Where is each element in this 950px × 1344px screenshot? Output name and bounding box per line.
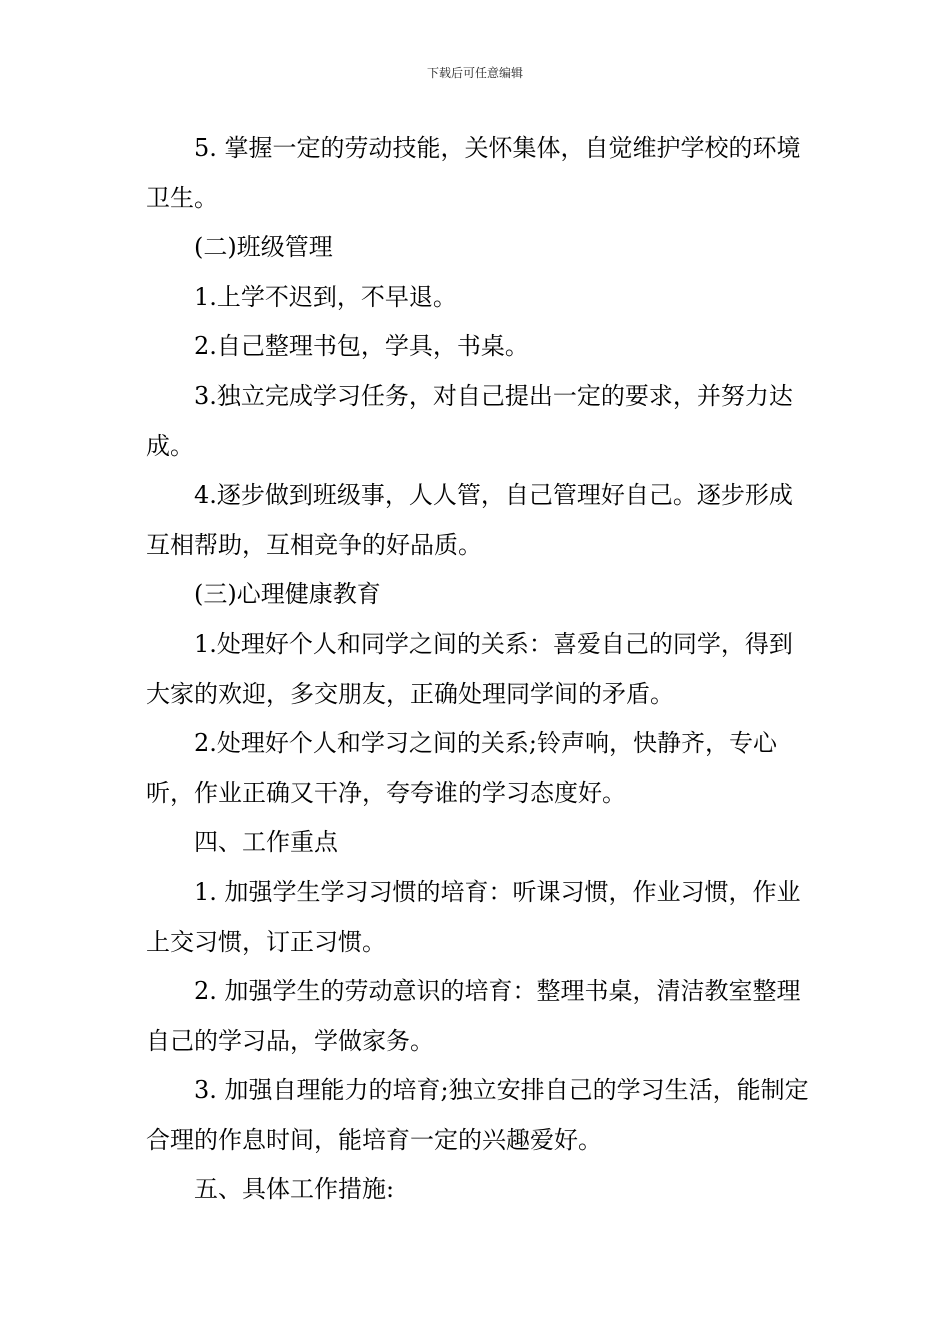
paragraph-labor-skills: 5. 掌握一定的劳动技能，关怀集体，自觉维护学校的环境卫生。 (146, 134, 801, 212)
page-header-note: 下载后可任意编辑 (426, 66, 523, 80)
paragraph-punctuality: 1.上学不迟到，不早退。 (194, 282, 457, 311)
paragraph-classmate-relations: 1.处理好个人和同学之间的关系：喜爱自己的同学，得到大家的欢迎，多交朋友，正确处理同学间的矛盾。 (146, 629, 793, 708)
paragraph-independent-study: 3.独立完成学习任务，对自己提出一定的要求，并努力达成。 (146, 381, 793, 460)
document-body (146, 124, 810, 1215)
paragraph-class-affairs: 4.逐步做到班级事，人人管，自己管理好自己。逐步形成互相帮助，互相竞争的好品质。 (146, 481, 793, 559)
paragraph-organize-bag: 2.自己整理书包，学具，书桌。 (194, 332, 529, 361)
paragraph-study-habits: 1. 加强学生学习习惯的培育：听课习惯，作业习惯，作业上交习惯，订正习惯。 (146, 877, 801, 956)
section-heading-mental-health: (三)心理健康教育 (194, 580, 381, 609)
section-heading-work-measures: 五、具体工作措施: (194, 1175, 395, 1204)
paragraph-self-care: 3. 加强自理能力的培育;独立安排自己的学习生活，能制定合理的作息时间，能培育一定的兴趣爱好。 (146, 1076, 809, 1154)
paragraph-study-relations: 2.处理好个人和学习之间的关系;铃声响，快静齐，专心听，作业正确又干净，夸夸谁的学习态度好。 (146, 729, 777, 807)
paragraph-labor-awareness: 2. 加强学生的劳动意识的培育：整理书桌，清洁教室整理 自己的学习品，学做家务。 (146, 977, 801, 1055)
section-heading-work-focus: 四、工作重点 (194, 828, 338, 857)
section-heading-class-management: (二)班级管理 (194, 233, 333, 262)
